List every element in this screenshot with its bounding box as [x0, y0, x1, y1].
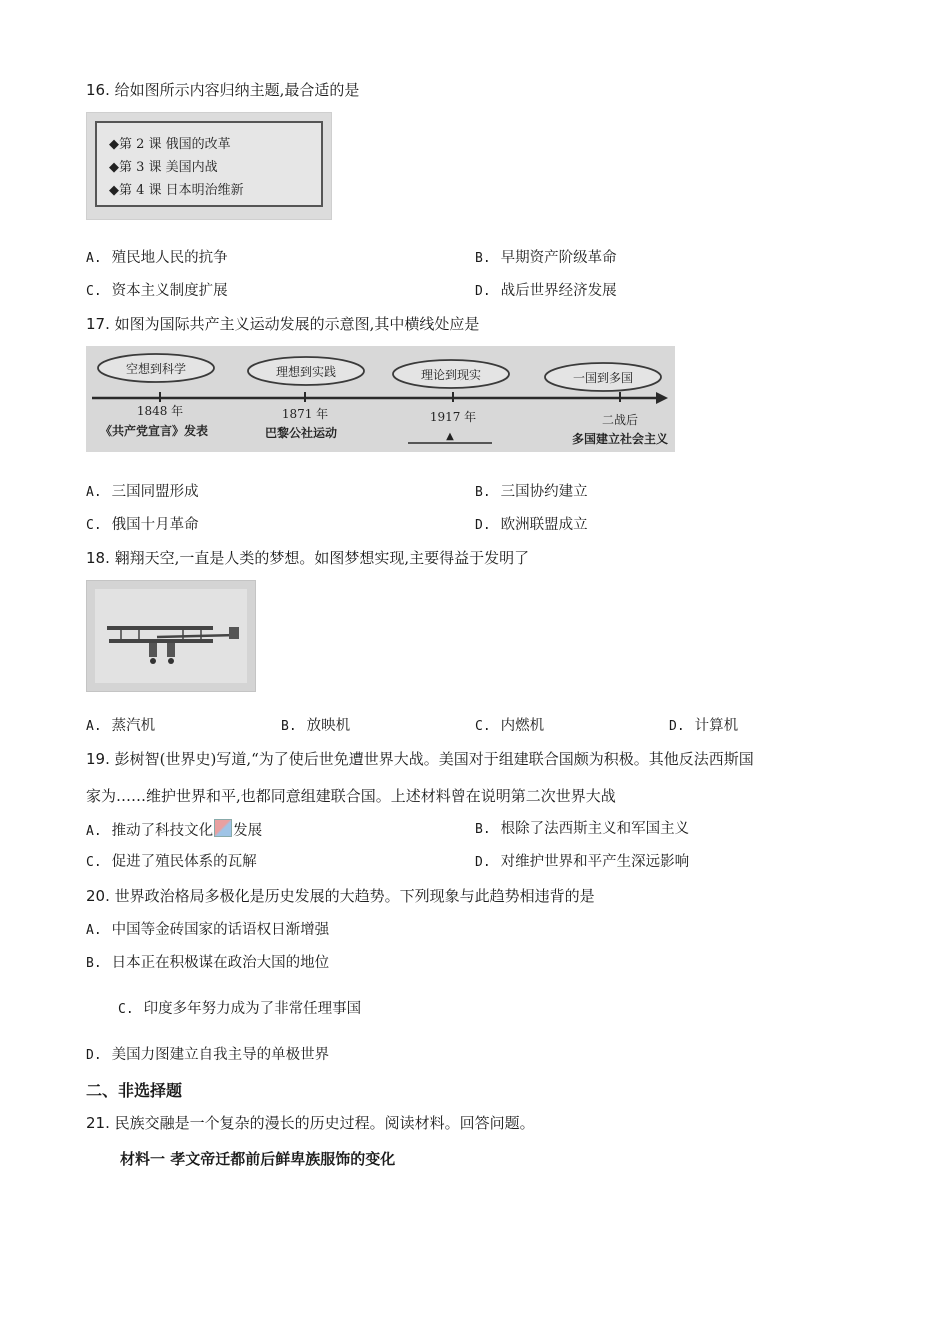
question-text: 给如图所示内容归纳主题,最合适的是	[114, 81, 360, 99]
year-label: 1871 年	[281, 407, 329, 421]
question-19-continued	[86, 786, 616, 806]
option-c[interactable]	[86, 852, 257, 873]
option-text: 发展	[233, 823, 263, 839]
question-number: 19.	[86, 750, 110, 768]
option-text: 欧洲联盟成立	[500, 517, 588, 533]
option-text: 放映机	[306, 718, 351, 734]
option-text: 俄国十月革命	[111, 517, 199, 533]
option-label: C.	[86, 855, 102, 870]
question-16	[86, 80, 359, 100]
lesson-row: ◆第 2 课 俄国的改革	[109, 137, 231, 152]
option-c[interactable]	[475, 716, 544, 737]
material-heading: 材料一 孝文帝迁都前后鲜卑族服饰的变化	[120, 1150, 396, 1168]
event-label: 《共产党宣言》发表	[99, 424, 209, 438]
question-number: 16.	[86, 81, 110, 99]
option-text: 内燃机	[500, 718, 545, 734]
option-label: A.	[86, 824, 102, 839]
stage-label: 一国到多国	[572, 371, 634, 385]
question-text: 如图为国际共产主义运动发展的示意图,其中横线处应是	[114, 315, 480, 333]
question-text: 家为……维护世界和平,也都同意组建联合国。上述材料曾在说明第二次世界大战	[86, 787, 616, 805]
option-d[interactable]	[475, 281, 617, 302]
stage-label: 理论到现实	[420, 368, 482, 382]
option-label: D.	[475, 855, 491, 870]
question-17	[86, 314, 479, 334]
option-label: B.	[475, 485, 491, 500]
option-a[interactable]	[86, 482, 199, 503]
stage-label: 空想到科学	[125, 362, 187, 376]
question-19	[86, 749, 754, 769]
option-label: A.	[86, 719, 102, 734]
question-18	[86, 548, 529, 568]
option-label: B.	[281, 719, 297, 734]
option-d[interactable]	[475, 852, 689, 873]
option-label: B.	[86, 956, 102, 971]
event-label: 多国建立社会主义	[571, 432, 669, 446]
option-text: 美国力图建立自我主导的单极世界	[111, 1047, 330, 1063]
question-number: 20.	[86, 887, 110, 905]
option-label: B.	[475, 251, 491, 266]
option-label: C.	[118, 1002, 134, 1017]
option-text: 蒸汽机	[111, 718, 156, 734]
option-label: D.	[475, 284, 491, 299]
arrow-right-icon	[656, 392, 668, 404]
lesson-list-box	[95, 121, 323, 207]
option-label: D.	[86, 1048, 102, 1063]
option-label: D.	[475, 518, 491, 533]
option-text: 资本主义制度扩展	[111, 283, 228, 299]
option-text: 日本正在积极谋在政治大国的地位	[111, 955, 330, 971]
event-label: 巴黎公社运动	[264, 426, 338, 440]
option-label: C.	[86, 518, 102, 533]
option-label: D.	[669, 719, 685, 734]
timeline-figure	[86, 346, 675, 452]
year-label: 1917 年	[429, 410, 477, 424]
timeline-svg	[86, 346, 675, 452]
option-b[interactable]	[281, 716, 350, 737]
option-text: 战后世界经济发展	[500, 283, 617, 299]
option-c[interactable]	[118, 999, 361, 1020]
option-text: 三国协约建立	[500, 484, 588, 500]
option-text: 对维护世界和平产生深远影响	[500, 854, 690, 870]
option-a[interactable]	[86, 248, 228, 269]
airplane-icon	[87, 581, 255, 691]
year-label: 1848 年	[136, 404, 184, 418]
question-text: 民族交融是一个复杂的漫长的历史过程。阅读材料。回答问题。	[114, 1114, 535, 1132]
question-number: 17.	[86, 315, 110, 333]
option-b[interactable]	[86, 953, 329, 974]
question-number: 18.	[86, 549, 110, 567]
option-d[interactable]	[475, 515, 588, 536]
lesson-row: ◆第 4 课 日本明治维新	[109, 183, 244, 198]
option-text: 根除了法西斯主义和军国主义	[500, 821, 690, 837]
question-21	[86, 1113, 535, 1133]
option-a[interactable]	[86, 920, 329, 941]
option-text: 推动了科技文化	[111, 823, 214, 839]
broken-image-icon	[214, 819, 232, 837]
option-label: C.	[475, 719, 491, 734]
lesson-list-figure	[86, 112, 332, 220]
option-c[interactable]	[86, 281, 228, 302]
option-label: A.	[86, 251, 102, 266]
option-label: A.	[86, 485, 102, 500]
airplane-photo	[86, 580, 256, 692]
option-text: 殖民地人民的抗争	[111, 250, 228, 266]
question-number: 21.	[86, 1114, 110, 1132]
stage-label: 理想到实践	[275, 365, 337, 379]
option-text: 早期资产阶级革命	[500, 250, 617, 266]
blank-marker: ▲	[446, 431, 454, 442]
question-20	[86, 886, 595, 906]
option-a[interactable]	[86, 716, 155, 737]
option-label: A.	[86, 923, 102, 938]
option-c[interactable]	[86, 515, 199, 536]
option-text: 印度多年努力成为了非常任理事国	[143, 1001, 362, 1017]
option-b[interactable]	[475, 248, 617, 269]
question-text: 世界政治格局多极化是历史发展的大趋势。下列现象与此趋势相违背的是	[114, 887, 595, 905]
option-text: 中国等金砖国家的话语权日渐增强	[111, 922, 330, 938]
year-label: 二战后	[601, 413, 639, 427]
option-text: 计算机	[694, 718, 739, 734]
option-b[interactable]	[475, 819, 689, 840]
lesson-row: ◆第 3 课 美国内战	[109, 160, 218, 175]
option-b[interactable]	[475, 482, 588, 503]
option-d[interactable]	[86, 1045, 329, 1066]
option-text: 促进了殖民体系的瓦解	[111, 854, 257, 870]
option-label: C.	[86, 284, 102, 299]
section-title: 二、非选择题	[86, 1081, 183, 1100]
option-text: 三国同盟形成	[111, 484, 199, 500]
option-d[interactable]	[669, 716, 738, 737]
option-a[interactable]	[86, 819, 262, 842]
option-label: B.	[475, 822, 491, 837]
question-text: 翱翔天空,一直是人类的梦想。如图梦想实现,主要得益于发明了	[114, 549, 530, 567]
question-text: 彭树智(世界史)写道,“为了使后世免遭世界大战。美国对于组建联合国颇为积极。其他反法西斯国	[114, 750, 754, 768]
